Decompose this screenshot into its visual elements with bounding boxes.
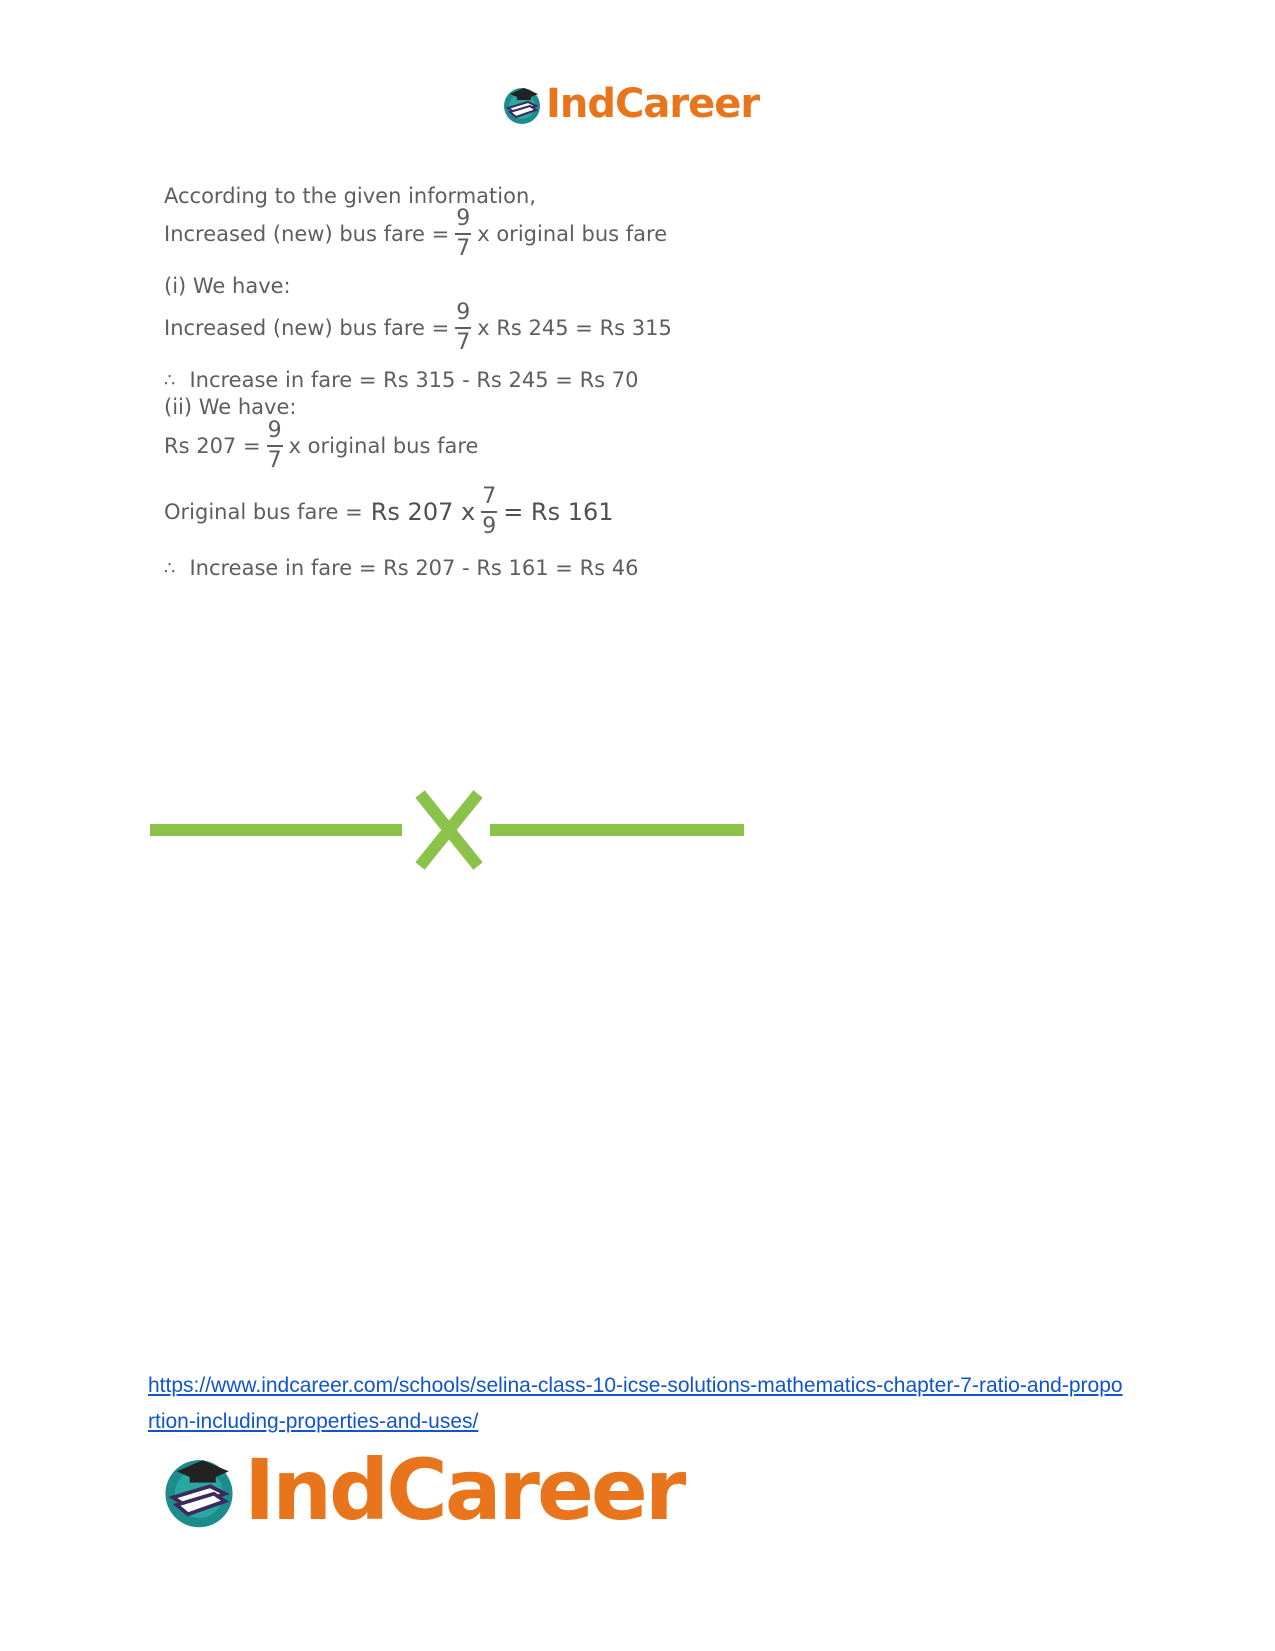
part2-eq1: Rs 207 = $\frac{9}{7}$ x original bus fare	[164, 418, 479, 473]
header-logo	[500, 80, 759, 128]
section-divider	[150, 790, 750, 870]
footer-logo-text: IndCareer	[244, 1441, 684, 1539]
part1-eq1: Increased (new) bus fare = $\frac{9}{7}$ x Rs 245 = Rs 315	[164, 300, 672, 355]
part2-eq2: Original bus fare = Rs 207 x $\frac{7}{9}$ = Rs 161	[164, 484, 614, 539]
therefore-symbol: ∴	[164, 557, 176, 579]
divider-line-right	[490, 824, 744, 836]
part1-eq2: ∴ Increase in fare = Rs 315 - Rs 245 = Rs 70	[164, 368, 639, 392]
fraction: $\frac{9}{7}$	[456, 206, 471, 261]
intro-line: According to the given information,	[164, 184, 536, 208]
part1-heading: (i) We have:	[164, 274, 291, 298]
header-logo-text: IndCareer	[546, 81, 760, 127]
fraction: $\frac{9}{7}$	[456, 300, 471, 355]
x-mark-icon	[420, 794, 478, 866]
footer-logo	[158, 1441, 684, 1539]
source-link[interactable]: https://www.indcareer.com/schools/selina-class-10-icse-solutions-mathematics-chapter-7-ratio-and-proportion-including-properties-and-uses/	[148, 1374, 1123, 1433]
graduation-book-globe-icon	[500, 82, 544, 126]
graduation-book-globe-icon	[158, 1449, 240, 1531]
formula-line: Increased (new) bus fare = $\frac{9}{7}$ x original bus fare	[164, 206, 668, 261]
fraction: $\frac{7}{9}$	[482, 484, 497, 539]
part2-eq3: ∴ Increase in fare = Rs 207 - Rs 161 = Rs 46	[164, 556, 639, 580]
divider-line-left	[150, 824, 402, 836]
fraction: $\frac{9}{7}$	[267, 418, 282, 473]
therefore-symbol: ∴	[164, 369, 176, 391]
part2-heading: (ii) We have:	[164, 395, 297, 419]
